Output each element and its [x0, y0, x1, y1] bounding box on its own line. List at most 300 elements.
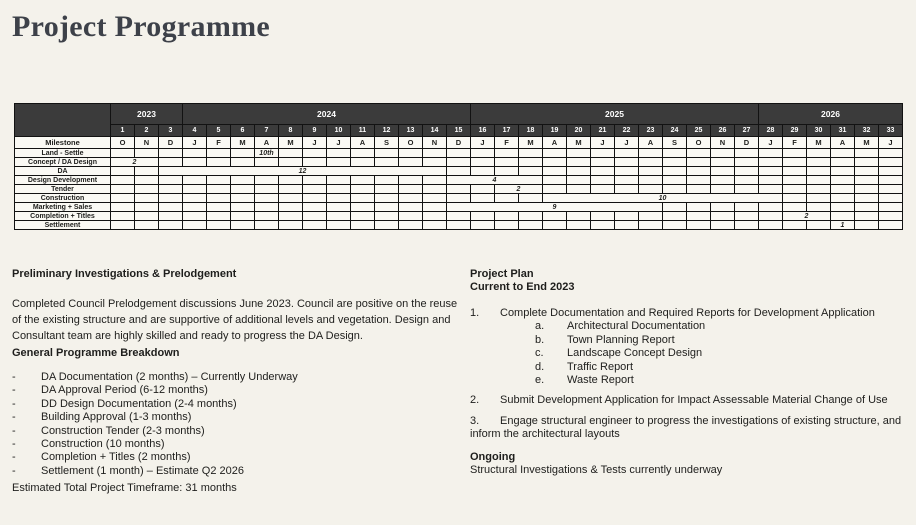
- gantt-cell: [543, 221, 567, 230]
- left-heading-breakdown: General Programme Breakdown: [12, 347, 180, 359]
- gantt-cell: [855, 158, 879, 167]
- gantt-month-number-cell: 17: [495, 125, 519, 137]
- gantt-cell: [279, 203, 303, 212]
- gantt-cell: [591, 167, 615, 176]
- gantt-cell: [639, 158, 663, 167]
- gantt-year-row: [15, 104, 903, 125]
- gantt-cell: [567, 221, 591, 230]
- gantt-cell: [735, 167, 759, 176]
- gantt-cell: [591, 221, 615, 230]
- gantt-cell: [735, 221, 759, 230]
- gantt-cell: [687, 212, 711, 221]
- gantt-month-number-cell: 3: [159, 125, 183, 137]
- gantt-cell: [591, 212, 615, 221]
- gantt-cell: [711, 158, 735, 167]
- gantt-cell: [567, 212, 591, 221]
- gantt-cell: [327, 158, 351, 167]
- gantt-table: [14, 103, 903, 230]
- gantt-month-letter-cell: F: [783, 137, 807, 149]
- gantt-cell: [783, 176, 807, 185]
- sub-item: [535, 334, 912, 347]
- gantt-bar: 2: [111, 158, 159, 167]
- gantt-cell: [615, 158, 639, 167]
- gantt-cell: [159, 158, 183, 167]
- gantt-cell: [759, 149, 783, 158]
- gantt-cell: [615, 149, 639, 158]
- gantt-cell: [375, 185, 399, 194]
- gantt-cell: [447, 158, 471, 167]
- gantt-cell: [783, 203, 807, 212]
- gantt-cell: [543, 176, 567, 185]
- gantt-cell: [687, 149, 711, 158]
- gantt-cell: [807, 158, 831, 167]
- gantt-cell: [831, 203, 855, 212]
- gantt-month-letter-cell: J: [759, 137, 783, 149]
- gantt-cell: [495, 212, 519, 221]
- gantt-cell: [831, 176, 855, 185]
- gantt-cell: [447, 167, 471, 176]
- gantt-row: [15, 176, 903, 185]
- gantt-month-number-cell: 8: [279, 125, 303, 137]
- gantt-cell: [855, 167, 879, 176]
- item-number: 2.: [470, 394, 480, 407]
- gantt-cell: [303, 149, 327, 158]
- bullet-dash: -: [12, 464, 16, 477]
- gantt-cell: [471, 221, 495, 230]
- gantt-cell: [519, 158, 543, 167]
- gantt-cell: [207, 221, 231, 230]
- gantt-month-letter-cell: S: [375, 137, 399, 149]
- gantt-cell: [279, 176, 303, 185]
- gantt-cell: [807, 221, 831, 230]
- gantt-cell: [879, 221, 903, 230]
- gantt-month-number-cell: 10: [327, 125, 351, 137]
- gantt-cell: [135, 203, 159, 212]
- sub-item-letter: e.: [535, 374, 545, 387]
- gantt-month-letter-cell: A: [255, 137, 279, 149]
- gantt-bar: 10th: [255, 149, 279, 158]
- sub-item: [535, 374, 912, 387]
- gantt-cell: [879, 176, 903, 185]
- bullet-text: DA Approval Period (6-12 months): [41, 384, 208, 397]
- bullet-dash: -: [12, 371, 16, 383]
- gantt-cell: [255, 194, 279, 203]
- gantt-cell: [183, 221, 207, 230]
- gantt-month-letter-cell: M: [519, 137, 543, 149]
- sub-item-letter: a.: [535, 320, 545, 333]
- gantt-row: [15, 212, 903, 221]
- gantt-cell: [735, 212, 759, 221]
- gantt-cell: [783, 221, 807, 230]
- gantt-cell: [351, 221, 375, 230]
- gantt-row-label: Concept / DA Design: [15, 158, 111, 167]
- gantt-cell: [879, 194, 903, 203]
- gantt-bar: 2: [783, 212, 831, 221]
- gantt-cell: [135, 176, 159, 185]
- gantt-cell: [255, 221, 279, 230]
- gantt-cell: [111, 221, 135, 230]
- gantt-cell: [447, 185, 471, 194]
- gantt-cell: [687, 221, 711, 230]
- gantt-cell: [735, 185, 759, 194]
- gantt-cell: [423, 221, 447, 230]
- gantt-month-number-cell: 27: [735, 125, 759, 137]
- gantt-cell: [135, 221, 159, 230]
- gantt-cell: [471, 194, 495, 203]
- gantt-cell: [663, 158, 687, 167]
- gantt-bar: 10: [543, 194, 783, 203]
- gantt-month-letter-cell: N: [135, 137, 159, 149]
- gantt-month-number-cell: 14: [423, 125, 447, 137]
- gantt-cell: [303, 221, 327, 230]
- gantt-cell: [159, 176, 183, 185]
- item-text: Engage structural engineer to progress the investigations of existing structure, and inform the architectural layouts: [470, 414, 902, 441]
- gantt-cell: [327, 194, 351, 203]
- gantt-month-letter-cell: M: [807, 137, 831, 149]
- gantt-cell: [231, 149, 255, 158]
- gantt-cell: [495, 149, 519, 158]
- bullet-dash: -: [12, 384, 16, 397]
- gantt-month-number-cell: 20: [567, 125, 591, 137]
- gantt-month-letter-cell: A: [639, 137, 663, 149]
- gantt-cell: [783, 185, 807, 194]
- gantt-month-number-cell: 4: [183, 125, 207, 137]
- gantt-month-number-cell: 31: [831, 125, 855, 137]
- gantt-cell: [615, 176, 639, 185]
- gantt-cell: [375, 221, 399, 230]
- gantt-cell: [447, 149, 471, 158]
- gantt-cell: [759, 221, 783, 230]
- gantt-bar: 9: [447, 203, 663, 212]
- gantt-cell: [303, 158, 327, 167]
- gantt-cell: [399, 203, 423, 212]
- gantt-cell: [303, 176, 327, 185]
- gantt-cell: [855, 176, 879, 185]
- gantt-cell: [879, 158, 903, 167]
- gantt-month-number-row: [15, 125, 903, 137]
- gantt-cell: [399, 158, 423, 167]
- gantt-cell: [351, 185, 375, 194]
- gantt-row: [15, 194, 903, 203]
- gantt-year-cell: 2024: [183, 104, 471, 125]
- gantt-cell: [375, 212, 399, 221]
- gantt-month-number-cell: 22: [615, 125, 639, 137]
- gantt-month-number-cell: 11: [351, 125, 375, 137]
- gantt-cell: [543, 149, 567, 158]
- gantt-cell: [783, 167, 807, 176]
- bullet-text: DA Documentation (2 months) – Currently Underway: [41, 371, 298, 383]
- gantt-milestone-header: Milestone: [15, 137, 111, 149]
- right-heading-project-plan: Project Plan: [470, 268, 534, 280]
- list-item: [12, 451, 460, 464]
- gantt-cell: [303, 212, 327, 221]
- gantt-cell: [135, 212, 159, 221]
- gantt-cell: [855, 212, 879, 221]
- numbered-item: [470, 394, 912, 407]
- sub-item-text: Traffic Report: [567, 360, 634, 373]
- gantt-cell: [783, 194, 807, 203]
- list-item: [12, 425, 460, 438]
- bullet-dash: -: [12, 411, 16, 424]
- gantt-cell: [183, 176, 207, 185]
- gantt-cell: [375, 158, 399, 167]
- gantt-cell: [807, 203, 831, 212]
- gantt-cell: [879, 185, 903, 194]
- gantt-month-letter-cell: A: [543, 137, 567, 149]
- gantt-cell: [111, 176, 135, 185]
- gantt-cell: [183, 194, 207, 203]
- gantt-month-letter-cell: M: [231, 137, 255, 149]
- gantt-row-label: Construction: [15, 194, 111, 203]
- gantt-cell: [519, 149, 543, 158]
- gantt-cell: [327, 221, 351, 230]
- timeframe-line: Estimated Total Project Timeframe: 31 months: [12, 482, 237, 495]
- gantt-cell: [543, 158, 567, 167]
- left-column: [12, 268, 460, 496]
- gantt-cell: [495, 194, 519, 203]
- gantt-cell: [207, 158, 231, 167]
- gantt-cell: [663, 176, 687, 185]
- item-text: Submit Development Application for Impact Assessable Material Change of Use: [500, 394, 888, 407]
- gantt-cell: [831, 212, 855, 221]
- gantt-bar: 1: [831, 221, 855, 230]
- gantt-cell: [591, 176, 615, 185]
- gantt-cell: [663, 212, 687, 221]
- gantt-cell: [207, 176, 231, 185]
- gantt-cell: [111, 194, 135, 203]
- gantt-row-label: Tender: [15, 185, 111, 194]
- gantt-cell: [183, 203, 207, 212]
- gantt-cell: [711, 212, 735, 221]
- gantt-cell: [351, 176, 375, 185]
- gantt-cell: [855, 221, 879, 230]
- gantt-cell: [399, 221, 423, 230]
- gantt-bar: 4: [447, 176, 543, 185]
- sub-item-text: Landscape Concept Design: [567, 347, 703, 360]
- gantt-cell: [399, 194, 423, 203]
- gantt-cell: [423, 149, 447, 158]
- gantt-cell: [183, 185, 207, 194]
- gantt-month-letter-cell: J: [591, 137, 615, 149]
- gantt-month-letter-cell: A: [831, 137, 855, 149]
- gantt-cell: [831, 149, 855, 158]
- sub-item-letter: c.: [535, 347, 544, 360]
- gantt-bar: 12: [159, 167, 447, 176]
- gantt-cell: [687, 176, 711, 185]
- gantt-cell: [855, 194, 879, 203]
- gantt-cell: [543, 167, 567, 176]
- gantt-month-number-cell: 18: [519, 125, 543, 137]
- gantt-cell: [231, 158, 255, 167]
- gantt-cell: [207, 203, 231, 212]
- gantt-cell: [399, 212, 423, 221]
- gantt-cell: [591, 185, 615, 194]
- left-heading-prelodgement: Preliminary Investigations & Prelodgement: [12, 268, 237, 280]
- gantt-row: [15, 221, 903, 230]
- gantt-cell: [807, 167, 831, 176]
- gantt-row-label: Marketing + Sales: [15, 203, 111, 212]
- numbered-list: [470, 307, 912, 442]
- gantt-row-label: Land - Settle: [15, 149, 111, 158]
- gantt-month-letter-cell: F: [495, 137, 519, 149]
- bullet-text: Building Approval (1-3 months): [41, 411, 192, 424]
- gantt-month-number-cell: 13: [399, 125, 423, 137]
- gantt-cell: [303, 185, 327, 194]
- gantt-cell: [351, 212, 375, 221]
- gantt-row-label: Completion + Titles: [15, 212, 111, 221]
- gantt-year-cell: 2025: [471, 104, 759, 125]
- gantt-month-number-cell: 5: [207, 125, 231, 137]
- gantt-month-number-cell: 28: [759, 125, 783, 137]
- bullet-text: Construction (10 months): [41, 438, 165, 451]
- bullet-text: Completion + Titles (2 months): [41, 451, 191, 464]
- gantt-cell: [279, 185, 303, 194]
- gantt-month-number-cell: 29: [783, 125, 807, 137]
- gantt-cell: [423, 158, 447, 167]
- gantt-row: [15, 158, 903, 167]
- gantt-cell: [711, 203, 735, 212]
- gantt-cell: [687, 167, 711, 176]
- gantt-cell: [279, 158, 303, 167]
- gantt-cell: [111, 185, 135, 194]
- gantt-month-letter-cell: A: [351, 137, 375, 149]
- bullet-text: Construction Tender (2-3 months): [41, 424, 205, 437]
- gantt-cell: [351, 158, 375, 167]
- gantt-month-letter-cell: D: [159, 137, 183, 149]
- sub-item-text: Architectural Documentation: [567, 320, 706, 333]
- gantt-row: [15, 167, 903, 176]
- gantt-month-number-cell: 7: [255, 125, 279, 137]
- gantt-cell: [711, 167, 735, 176]
- gantt-cell: [375, 203, 399, 212]
- gantt-cell: [135, 149, 159, 158]
- gantt-cell: [711, 221, 735, 230]
- gantt-cell: [327, 212, 351, 221]
- gantt-cell: [375, 194, 399, 203]
- item-number: 3.: [470, 414, 480, 427]
- gantt-cell: [159, 212, 183, 221]
- list-item: [12, 411, 460, 424]
- item-text: Complete Documentation and Required Reports for Development Application: [500, 307, 875, 319]
- gantt-cell: [639, 212, 663, 221]
- gantt-cell: [663, 185, 687, 194]
- bullet-text: DD Design Documentation (2-4 months): [41, 397, 237, 410]
- gantt-month-letter-cell: J: [303, 137, 327, 149]
- gantt-cell: [807, 194, 831, 203]
- gantt-cell: [327, 185, 351, 194]
- gantt-cell: [519, 194, 543, 203]
- gantt-month-letter-cell: O: [687, 137, 711, 149]
- gantt-cell: [879, 203, 903, 212]
- gantt-cell: [567, 149, 591, 158]
- gantt-cell: [327, 203, 351, 212]
- gantt-month-number-cell: 6: [231, 125, 255, 137]
- gantt-cell: [207, 194, 231, 203]
- gantt-month-number-cell: 12: [375, 125, 399, 137]
- gantt-cell: [231, 176, 255, 185]
- gantt-cell: [639, 149, 663, 158]
- gantt-month-number-cell: 21: [591, 125, 615, 137]
- gantt-cell: [399, 176, 423, 185]
- gantt-cell: [255, 185, 279, 194]
- gantt-month-letter-cell: J: [615, 137, 639, 149]
- gantt-cell: [543, 212, 567, 221]
- gantt-cell: [615, 221, 639, 230]
- gantt-cell: [207, 212, 231, 221]
- gantt-month-letter-cell: D: [447, 137, 471, 149]
- gantt-month-letter-cell: S: [663, 137, 687, 149]
- gantt-cell: [735, 176, 759, 185]
- gantt-cell: [591, 158, 615, 167]
- gantt-cell: [615, 212, 639, 221]
- gantt-cell: [759, 185, 783, 194]
- gantt-cell: [471, 149, 495, 158]
- gantt-month-letter-cell: D: [735, 137, 759, 149]
- gantt-year-cell: 2026: [759, 104, 903, 125]
- gantt-cell: [111, 167, 135, 176]
- bullet-dash: -: [12, 397, 16, 410]
- gantt-cell: [591, 149, 615, 158]
- gantt-cell: [615, 167, 639, 176]
- gantt-cell: [279, 149, 303, 158]
- gantt-month-letter-cell: J: [471, 137, 495, 149]
- gantt-cell: [399, 149, 423, 158]
- gantt-cell: [735, 203, 759, 212]
- gantt-cell: [423, 176, 447, 185]
- gantt-cell: [447, 194, 471, 203]
- gantt-cell: [519, 212, 543, 221]
- prelodgement-paragraph: Completed Council Prelodgement discussions June 2023. Council are positive on the reuse of the existing structure and are supportive of additional levels and vegetation. Design and Consultant team are highly skilled and ready to progress the DA Design.: [12, 298, 458, 342]
- gantt-row: [15, 203, 903, 212]
- gantt-month-number-cell: 25: [687, 125, 711, 137]
- gantt-cell: [663, 221, 687, 230]
- gantt-cell: [855, 203, 879, 212]
- gantt-cell: [663, 167, 687, 176]
- gantt-cell: [735, 158, 759, 167]
- list-item: [12, 371, 460, 384]
- gantt-cell: [855, 149, 879, 158]
- gantt-cell: [423, 185, 447, 194]
- gantt-cell: [135, 194, 159, 203]
- bullet-text: Settlement (1 month) – Estimate Q2 2026: [41, 464, 244, 477]
- gantt-cell: [639, 185, 663, 194]
- gantt-cell: [255, 212, 279, 221]
- sub-list: [535, 320, 912, 387]
- page-title: Project Programme: [12, 10, 271, 43]
- numbered-item: [470, 307, 912, 320]
- gantt-cell: [759, 167, 783, 176]
- gantt-month-letter-row: [15, 137, 903, 149]
- gantt-cell: [567, 185, 591, 194]
- gantt-cell: [855, 185, 879, 194]
- gantt-month-number-cell: 2: [135, 125, 159, 137]
- gantt-month-letter-cell: J: [183, 137, 207, 149]
- gantt-cell: [447, 221, 471, 230]
- sub-item: [535, 347, 912, 360]
- gantt-cell: [207, 185, 231, 194]
- gantt-month-number-cell: 30: [807, 125, 831, 137]
- item-number: 1.: [470, 307, 480, 319]
- gantt-cell: [327, 149, 351, 158]
- gantt-row-label: DA: [15, 167, 111, 176]
- gantt-month-letter-cell: J: [879, 137, 903, 149]
- gantt-month-number-cell: 16: [471, 125, 495, 137]
- gantt-cell: [423, 212, 447, 221]
- gantt-cell: [303, 194, 327, 203]
- gantt-row: [15, 149, 903, 158]
- gantt-cell: [759, 176, 783, 185]
- gantt-cell: [759, 212, 783, 221]
